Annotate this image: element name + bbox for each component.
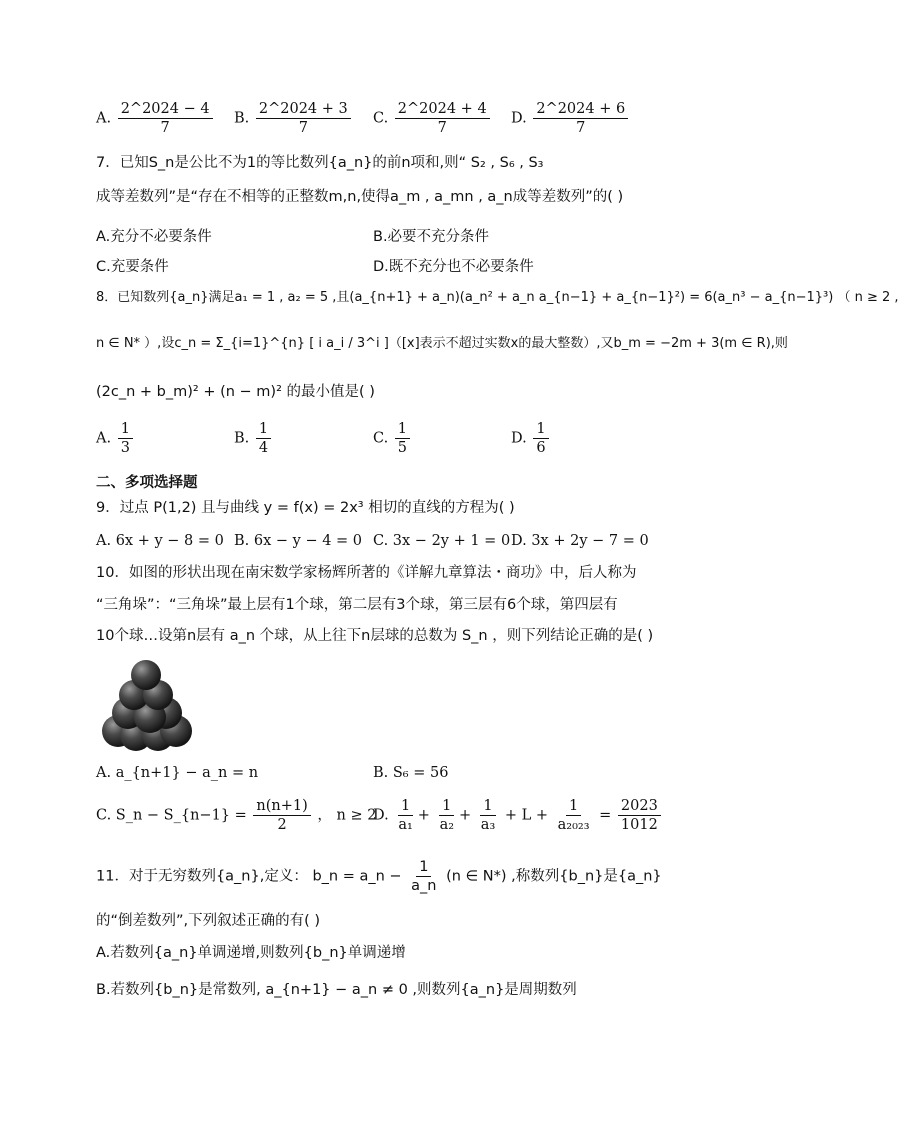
- q7-option-d: D.既不充分也不必要条件: [373, 259, 534, 275]
- q10-option-d: D. $\frac{1}{\text{a₁}}$ + $\frac{1}{\text{a₂}}$ + $\frac{1}{\text{a₃}}$ + L + $\frac{1}{\text{a₂₀₂₃}}$ = $\frac{2023}{1012}$: [373, 797, 663, 834]
- q8-stem-line2: n ∈ N* ）,设c_n = Σ_{i=1}^{n} [ i a_i / 3^i ]（[x]表示不超过实数x的最大整数）,又b_m = −2m + 3(m ∈ R),则: [96, 336, 788, 351]
- q10-stem-line3: 10个球…设第n层有 a_n 个球，从上往下n层球的总数为 S_n ，则下列结论正确的是( ): [96, 628, 654, 644]
- q9-option-b: B. 6x − y − 4 = 0: [234, 533, 363, 549]
- q7-stem-line2: 成等差数列”是“存在不相等的正整数m,n,使得a_m , a_mn , a_n成等差数列”的( ): [96, 189, 624, 205]
- q7-option-a: A.充分不必要条件: [96, 229, 212, 245]
- q8-stem-line3: (2c_n + b_m)² + (n − m)² 的最小值是( ): [96, 384, 375, 400]
- q8-option-c: C. $\frac{1}{5}$: [373, 420, 412, 457]
- q6-option-d: D. $\frac{2\^{}2024 + 6}{7}$: [511, 100, 630, 137]
- q8-stem-line1: 8．已知数列{a_n}满足a₁ = 1 , a₂ = 5 ,且(a_{n+1} + a_n)(a_n² + a_n a_{n−1} + a_{n−1}²) = 6(a_n³ − a_{n−1}³) （ n ≥ 2 ,: [96, 290, 899, 305]
- q10-stem-line2: “三角垛”：“三角垛”最上层有1个球，第二层有3个球，第三层有6个球，第四层有: [96, 597, 618, 613]
- q7-stem-line1: 7．已知S_n是公比不为1的等比数列{a_n}的前n项和,则“ S₂ , S₆ , S₃: [96, 155, 544, 171]
- q10-option-c: C. S_n − S_{n−1} = $\frac{n(n+1)}{2}$ ， n ≥ 2: [96, 798, 377, 834]
- q10-stem-line1: 10．如图的形状出现在南宋数学家杨辉所著的《详解九章算法・商功》中，后人称为: [96, 565, 637, 581]
- q8-option-b: B. $\frac{1}{4}$: [234, 420, 273, 457]
- q9-option-d: D. 3x + 2y − 7 = 0: [511, 533, 649, 549]
- q8-option-d: D. $\frac{1}{6}$: [511, 420, 551, 457]
- q10-option-b: B. S₆ = 56: [373, 765, 449, 781]
- q11-stem-line2: 的“倒差数列”,下列叙述正确的有( ): [96, 913, 321, 929]
- q7-option-b: B.必要不充分条件: [373, 229, 490, 245]
- q6-option-a-numerator: 2^2024 − 4: [118, 100, 213, 119]
- sphere: [131, 660, 161, 690]
- section-title-multiple-choice: 二、多项选择题: [96, 475, 198, 491]
- q9-option-a: A. 6x + y − 8 = 0: [96, 533, 224, 549]
- q6-option-b: B. $\frac{2\^{}2024 + 3}{7}$: [234, 100, 353, 137]
- q10-option-a: A. a_{n+1} − a_n = n: [96, 765, 259, 781]
- q6-option-a: A. $\frac{2\^{}2024 - 4}{7}$: [96, 100, 215, 137]
- triangular-sphere-pile-figure: [96, 655, 198, 753]
- q6-option-c: C. $\frac{2\^{}2024 + 4}{7}$: [373, 100, 492, 137]
- q9-option-c: C. 3x − 2y + 1 = 0: [373, 533, 511, 549]
- q11-stem-line1: 11．对于无穷数列{a_n},定义： b_n = a_n − $\frac{1}{a\_n}$ (n ∈ N*) ,称数列{b_n}是{a_n}: [96, 859, 662, 895]
- q11-option-b: B.若数列{b_n}是常数列, a_{n+1} − a_n ≠ 0 ,则数列{a_n}是周期数列: [96, 982, 577, 998]
- q8-option-a: A. $\frac{1}{3}$: [96, 420, 135, 457]
- q11-option-a: A.若数列{a_n}单调递增,则数列{b_n}单调递增: [96, 945, 406, 961]
- q7-option-c: C.充要条件: [96, 259, 169, 275]
- q9-stem: 9．过点 P(1,2) 且与曲线 y = f(x) = 2x³ 相切的直线的方程为( ): [96, 500, 515, 516]
